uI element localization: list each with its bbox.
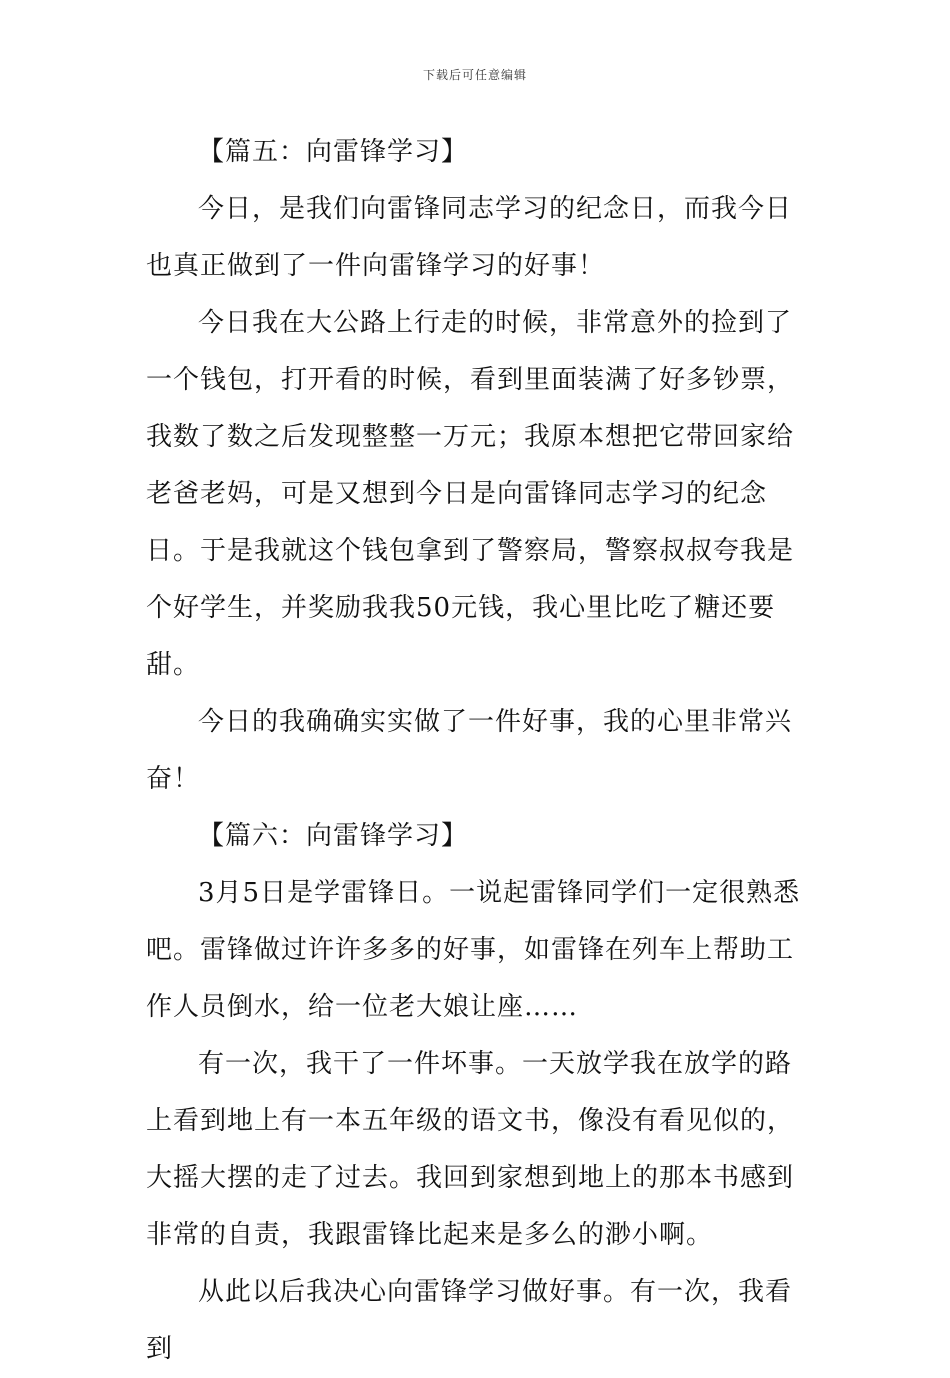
document-body	[146, 124, 810, 1378]
paragraph: 从此以后我决心向雷锋学习做好事。有一次，我看到	[146, 1277, 793, 1364]
paragraph: 今日，是我们向雷锋同志学习的纪念日，而我今日也真正做到了一件向雷锋学习的好事！	[146, 194, 793, 281]
paragraph: 有一次，我干了一件坏事。一天放学我在放学的路上看到地上有一本五年级的语文书，像没有看见似的，大摇大摆的走了过去。我回到家想到地上的那本书感到非常的自责，我跟雷锋比起来是多么的渺小啊。	[146, 1049, 795, 1250]
section-heading-5: 【篇五：向雷锋学习】	[198, 137, 469, 167]
paragraph: 3月5日是学雷锋日。一说起雷锋同学们一定很熟悉吧。雷锋做过许许多多的好事，如雷锋在列车上帮助工作人员倒水，给一位老大娘让座……	[146, 878, 801, 1022]
paragraph: 今日我在大公路上行走的时候，非常意外的捡到了一个钱包，打开看的时候，看到里面装满了好多钞票，我数了数之后发现整整一万元；我原本想把它带回家给老爸老妈，可是又想到今日是向雷锋同志学习的纪念日。于是我就这个钱包拿到了警察局，警察叔叔夸我是个好学生，并奖励我我50元钱，我心里比吃了糖还要甜。	[146, 308, 795, 680]
section-heading-6: 【篇六：向雷锋学习】	[198, 821, 469, 851]
header-note: 下载后可任意编辑	[422, 68, 527, 82]
paragraph: 今日的我确确实实做了一件好事，我的心里非常兴奋！	[146, 707, 793, 794]
